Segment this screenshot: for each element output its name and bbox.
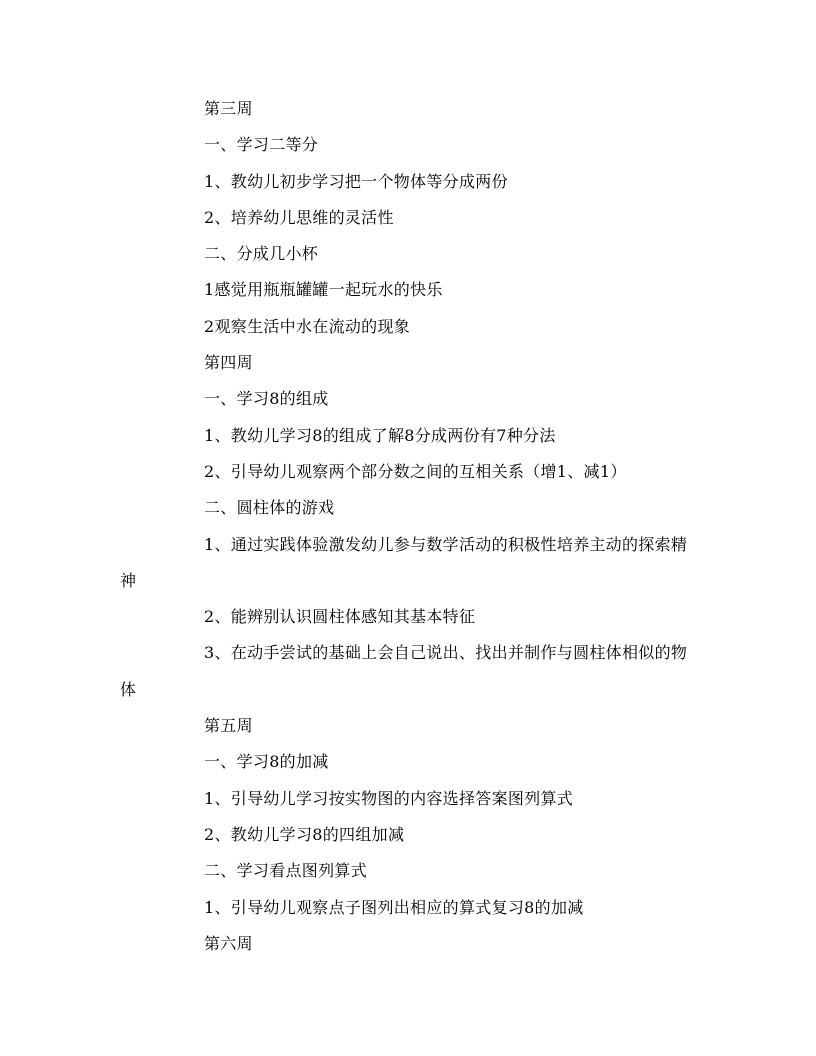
section-heading: 二、学习看点图列算式 <box>204 861 368 881</box>
list-item: 1、教幼儿学习8的组成了解8分成两份有7种分法 <box>204 425 556 445</box>
list-item: 2、能辨别认识圆柱体感知其基本特征 <box>204 607 476 627</box>
week-5-heading: 第五周 <box>204 716 253 736</box>
section-heading: 二、圆柱体的游戏 <box>204 498 335 518</box>
week-3-heading: 第三周 <box>204 99 253 118</box>
list-item: 1、引导幼儿学习按实物图的内容选择答案图列算式 <box>204 788 574 808</box>
list-item: 1、引导幼儿观察点子图列出相应的算式复习8的加减 <box>204 897 584 917</box>
section-heading: 一、学习二等分 <box>204 135 319 155</box>
list-item: 1、教幼儿初步学习把一个物体等分成两份 <box>204 171 508 191</box>
list-item: 2、培养幼儿思维的灵活性 <box>204 207 394 227</box>
list-item: 2观察生活中水在流动的现象 <box>204 316 411 336</box>
section-heading: 二、分成几小杯 <box>204 244 319 264</box>
section-heading: 一、学习8的加减 <box>204 752 329 772</box>
week-6-heading: 第六周 <box>204 933 253 953</box>
list-item: 1感觉用瓶瓶罐罐一起玩水的快乐 <box>204 280 443 300</box>
document-body <box>120 91 700 962</box>
list-item: 3、在动手尝试的基础上会自己说出、找出并制作与圆柱体相似的物体 <box>120 643 688 699</box>
section-heading: 一、学习8的组成 <box>204 389 329 409</box>
list-item: 1、通过实践体验激发幼儿参与数学活动的积极性培养主动的探索精神 <box>120 534 688 590</box>
list-item: 2、引导幼儿观察两个部分数之间的互相关系（增1、减1） <box>204 461 627 481</box>
week-4-heading: 第四周 <box>204 353 253 373</box>
list-item: 2、教幼儿学习8的四组加减 <box>204 824 405 844</box>
